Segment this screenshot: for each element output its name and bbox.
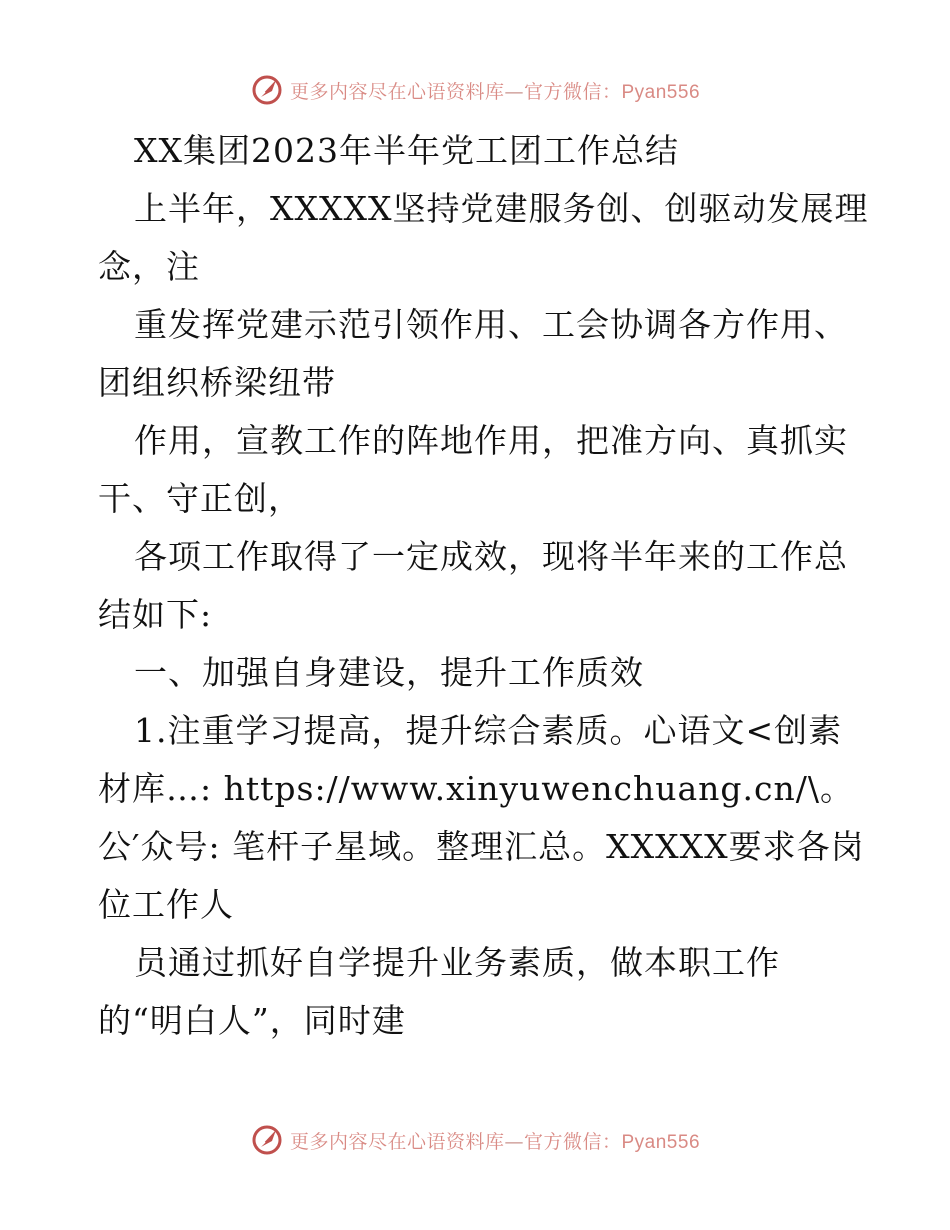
paragraph-line: 念，注 bbox=[98, 247, 200, 286]
paragraph-line: 的“明白人”，同时建 bbox=[98, 1001, 406, 1040]
paragraph-line: 结如下: bbox=[98, 595, 213, 634]
watermark-text: 更多内容尽在心语资料库—官方微信：Pyan556 bbox=[289, 1130, 701, 1153]
paragraph-line: 各项工作取得了一定成效，现将半年来的工作总 bbox=[134, 537, 848, 576]
paragraph-line: 位工作人 bbox=[98, 885, 234, 924]
paragraph-line: 干、守正创， bbox=[98, 479, 302, 518]
paragraph-line: 团组织桥梁纽带 bbox=[98, 363, 336, 402]
footer-watermark bbox=[0, 1120, 950, 1160]
quill-pen-logo-icon bbox=[250, 1123, 284, 1157]
paragraph-line: 作用，宣教工作的阵地作用，把准方向、真抓实 bbox=[134, 421, 848, 460]
document-title: XX集团2023年半年党工团工作总结 bbox=[134, 131, 679, 170]
watermark-text: 更多内容尽在心语资料库—官方微信：Pyan556 bbox=[289, 80, 701, 103]
header-watermark bbox=[0, 70, 950, 110]
paragraph-line: 上半年，XXXXX坚持党建服务创、创驱动发展理 bbox=[134, 189, 869, 228]
document-body bbox=[98, 122, 869, 1050]
paragraph-line: 公′众号: 笔杆子星域。整理汇总。XXXXX要求各岗 bbox=[98, 827, 865, 866]
section-heading: 一、加强自身建设，提升工作质效 bbox=[134, 653, 644, 692]
paragraph-line-url: 材库…: https://www.xinyuwenchuang.cn/\。 bbox=[98, 769, 854, 808]
paragraph-line: 1.注重学习提高，提升综合素质。心语文<创素 bbox=[134, 711, 843, 750]
paragraph-line: 重发挥党建示范引领作用、工会协调各方作用、 bbox=[134, 305, 848, 344]
quill-pen-logo-icon bbox=[250, 73, 284, 107]
paragraph-line: 员通过抓好自学提升业务素质，做本职工作 bbox=[134, 943, 780, 982]
